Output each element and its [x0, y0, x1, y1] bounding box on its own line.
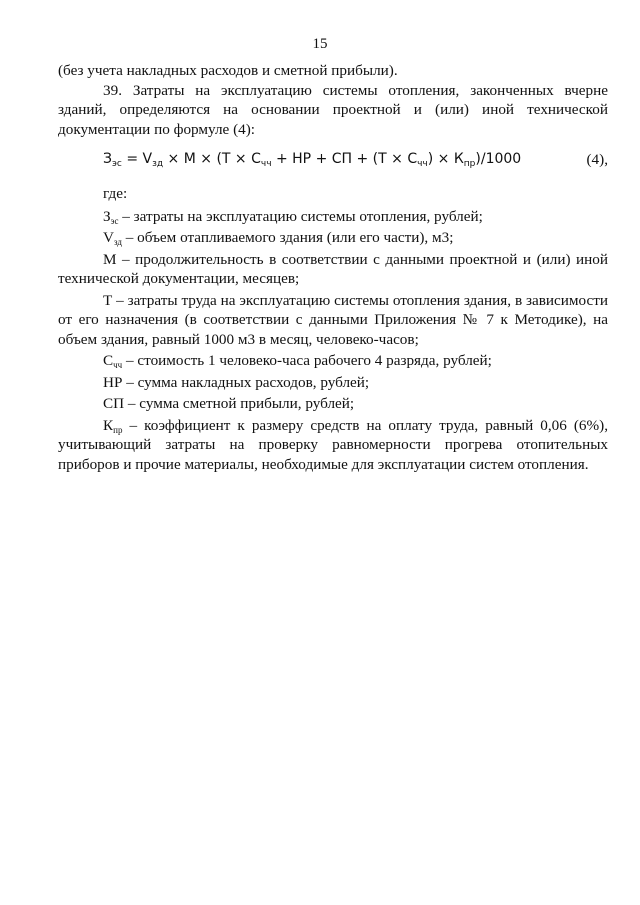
formula-4: [58, 144, 608, 184]
definition-t: Т – затраты труда на эксплуатацию системы отопления здания, в зависимости от его назначения (в соответствии с данными Приложения № 7 к Методике), на объем здания, равный 1000 м3 в месяц, человеко-часов;: [58, 291, 608, 348]
page-number: 15: [312, 36, 328, 52]
where-label: где:: [103, 185, 128, 202]
intro-line: (без учета накладных расходов и сметной прибыли).: [58, 62, 398, 79]
formula-expression: $З_{эс} = V_{зд} \times М \times (Т \times С_{чч}$ + НР + СП + $(Т \times С_{чч}) \times К_{пр})/1000$: [103, 151, 522, 169]
definition-kpr: $К_{пр}$ – коэффициент к размеру средств на оплату труда, равный 0,06 (6%), учитывающий затраты на проверку равномерности прогрева отопительных приборов и прочие материалы, необходимые для эксплуатации систем отопления.: [58, 416, 608, 473]
definition-vzd: $V_{зд}$ – объем отапливаемого здания (или его части), м3;: [103, 229, 454, 247]
definition-cch: $С_{чч}$ – стоимость 1 человеко-часа рабочего 4 разряда, рублей;: [103, 352, 492, 370]
definition-m: М – продолжительность в соответствии с данными проектной и (или) иной технической документации, месяцев;: [58, 250, 608, 287]
paragraph-39: 39. Затраты на эксплуатацию системы отопления, законченных вчерне зданий, определяются на основании проектной и (или) иной технической документации по формуле (4):: [58, 81, 608, 138]
definition-sp: СП – сумма сметной прибыли, рублей;: [103, 395, 355, 412]
definition-np: НР – сумма накладных расходов, рублей;: [103, 373, 370, 391]
body-text: [58, 61, 608, 476]
definition-zes: $З_{эс}$ – затраты на эксплуатацию системы отопления, рублей;: [103, 207, 483, 226]
formula-number: (4),: [586, 151, 608, 168]
